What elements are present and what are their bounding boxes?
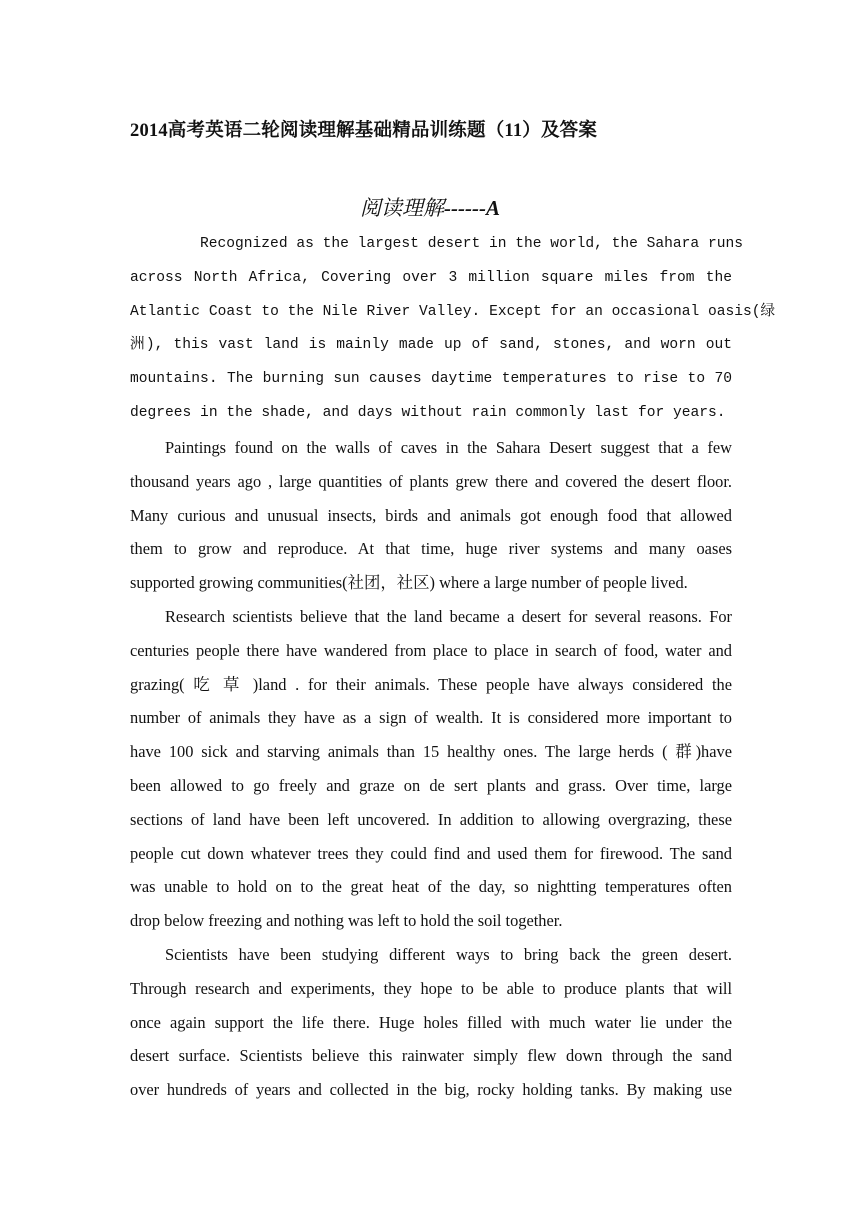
paragraph-line: been allowed to go freely and graze on de sert plants and grass. Over time, large xyxy=(130,775,732,795)
paragraph-line: mountains. The burning sun causes daytime temperatures to rise to 70 xyxy=(130,371,732,388)
paragraph-line: 洲), this vast land is mainly made up of sand, stones, and worn out xyxy=(130,337,732,354)
paragraph-line: drop below freezing and nothing was left to hold the soil together. xyxy=(130,911,563,931)
paragraph-line: Through research and experiments, they hope to be able to produce plants that will xyxy=(130,978,732,998)
paragraph-line: people cut down whatever trees they could find and used them for firewood. The sand xyxy=(130,843,732,863)
paragraph-line: number of animals they have as a sign of wealth. It is considered more important to xyxy=(130,708,732,728)
paragraph-line: once again support the life there. Huge holes filled with much water lie under the xyxy=(130,1012,732,1032)
paragraph-line: Many curious and unusual insects, birds and animals got enough food that allowed xyxy=(130,505,732,525)
paragraph-line: have 100 sick and starving animals than 15 healthy ones. The large herds ( 群)have xyxy=(130,742,732,762)
paragraph-line: Atlantic Coast to the Nile River Valley. Except for an occasional oasis(绿 xyxy=(130,303,776,320)
paragraph-line: Recognized as the largest desert in the world, the Sahara runs xyxy=(200,236,743,252)
paragraph-line: supported growing communities(社团，社区) where a large number of people lived. xyxy=(130,573,688,593)
paragraph-3 xyxy=(130,600,732,938)
paragraph-line: them to grow and reproduce. At that time, huge river systems and many oases xyxy=(130,539,732,559)
section-heading xyxy=(0,192,860,222)
paragraph-2 xyxy=(130,431,732,600)
paragraph-line: thousand years ago , large quantities of plants grew there and covered the desert floor. xyxy=(130,471,732,491)
document-title: 2014高考英语二轮阅读理解基础精品训练题（11）及答案 xyxy=(130,121,598,141)
paragraph-line: Paintings found on the walls of caves in the Sahara Desert suggest that a few xyxy=(165,438,732,457)
paragraph-line: was unable to hold on to the great heat of the day, so nightting temperatures often xyxy=(130,877,732,897)
paragraph-line: Research scientists believe that the land became a desert for several reasons. For xyxy=(165,607,732,626)
paragraph-4 xyxy=(130,938,732,1107)
paragraph-line: sections of land have been left uncovered. In addition to allowing overgrazing, these xyxy=(130,809,732,829)
paragraph-line: grazing( 吃 草 )land . for their animals. These people have always considered the xyxy=(130,674,732,694)
paragraph-line: desert surface. Scientists believe this rainwater simply flew down through the sand xyxy=(130,1046,732,1066)
paragraph-line: degrees in the shade, and days without rain commonly last for years. xyxy=(130,404,726,421)
paragraph-1 xyxy=(130,228,776,431)
paragraph-line: Scientists have been studying different ways to bring back the green desert. xyxy=(165,945,732,964)
paragraph-line: over hundreds of years and collected in the big, rocky holding tanks. By making use xyxy=(130,1080,732,1100)
paragraph-line: across North Africa, Covering over 3 million square miles from the xyxy=(130,269,732,286)
section-label: 阅读理解 xyxy=(360,196,445,220)
paragraph-line: centuries people there have wandered from place to place in search of food, water and xyxy=(130,640,732,660)
section-marker: ------A xyxy=(444,196,500,220)
